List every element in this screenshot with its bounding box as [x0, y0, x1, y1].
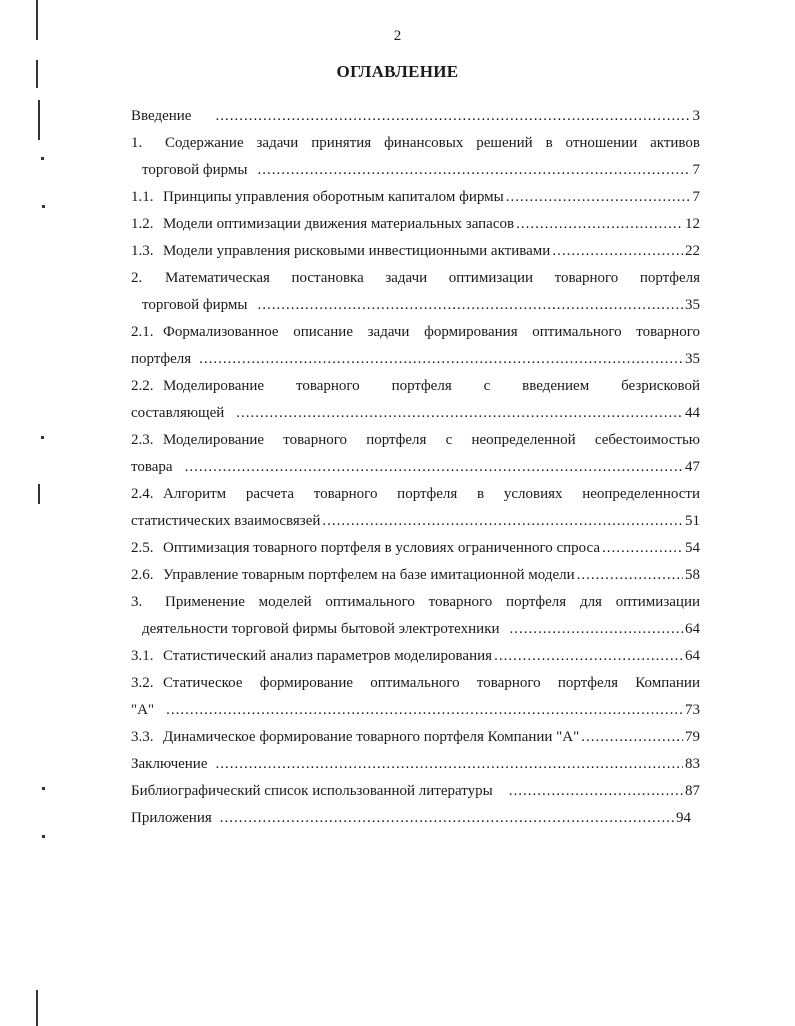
toc-label-cont: торговой фирмы	[142, 297, 248, 313]
toc-entry-3[interactable]	[131, 589, 700, 643]
scan-mark	[38, 484, 40, 504]
toc-page: 3	[692, 108, 700, 124]
toc-label: Применение моделей оптимального товарного портфеля для оптимизации	[165, 594, 700, 610]
toc-entry-2-4[interactable]	[131, 481, 700, 535]
toc-entry-1-2[interactable]	[131, 211, 700, 238]
toc-label: Принципы управления оборотным капиталом фирмы	[163, 189, 504, 205]
toc-leader	[322, 508, 683, 535]
toc-entry-2-1[interactable]	[131, 319, 700, 373]
toc-label-cont: статистических взаимосвязей	[131, 513, 321, 529]
toc-label: Статическое формирование оптимального товарного портфеля Компании	[163, 675, 700, 691]
toc-label-cont: деятельности торговой фирмы бытовой электротехники	[142, 621, 500, 637]
toc-leader	[199, 346, 683, 373]
toc-entry-2-5[interactable]	[131, 535, 700, 562]
toc-leader	[494, 643, 683, 670]
toc-number: 3.	[131, 594, 143, 610]
toc-number: 3.1.	[131, 648, 154, 664]
scan-mark	[42, 205, 45, 208]
toc-page: 44	[685, 405, 700, 421]
toc-page: 64	[685, 648, 700, 664]
toc-page: 7	[692, 189, 700, 205]
toc-number: 2.4.	[131, 486, 154, 502]
scan-mark	[41, 157, 44, 160]
toc-number: 1.2.	[131, 216, 154, 232]
toc-entry-1[interactable]	[131, 130, 700, 184]
toc-number: 1.3.	[131, 243, 154, 259]
toc-number: 3.3.	[131, 729, 154, 745]
scan-mark	[42, 835, 45, 838]
toc-number: 1.	[131, 135, 143, 151]
toc-label: Приложения	[131, 810, 212, 826]
toc-page: 12	[685, 216, 700, 232]
toc-label: Управление товарным портфелем на базе имитационной модели	[163, 567, 575, 583]
toc-entry-1-1[interactable]	[131, 184, 700, 211]
toc-label: Содержание задачи принятия финансовых решений в отношении активов	[165, 135, 700, 151]
toc-page: 64	[685, 621, 700, 637]
toc-page: 22	[685, 243, 700, 259]
toc-number: 2.1.	[131, 324, 154, 340]
toc-page: 73	[685, 702, 700, 718]
toc-page: 35	[685, 297, 700, 313]
toc-label-cont: "А"	[131, 702, 155, 718]
toc-leader	[257, 157, 690, 184]
toc-label: Заключение	[131, 756, 208, 772]
toc-entry-3-3[interactable]	[131, 724, 700, 751]
toc-leader	[166, 697, 683, 724]
toc-entry-appendix[interactable]	[131, 805, 691, 832]
toc-entry-intro[interactable]	[131, 103, 700, 130]
toc-entry-3-1[interactable]	[131, 643, 700, 670]
toc-page: 79	[685, 729, 700, 745]
toc-label: Модели оптимизации движения материальных запасов	[163, 216, 515, 232]
toc-number: 1.1.	[131, 189, 154, 205]
toc-leader	[581, 724, 683, 751]
toc-label: Моделирование товарного портфеля с неопределенной себестоимостью	[163, 432, 700, 448]
toc-page: 83	[685, 756, 700, 772]
toc-label: Модели управления рисковыми инвестиционными активами	[163, 243, 551, 259]
toc-number: 2.2.	[131, 378, 154, 394]
toc-label: Введение	[131, 108, 192, 124]
scan-mark	[41, 436, 44, 439]
scan-mark	[42, 787, 45, 790]
toc-leader	[552, 238, 683, 265]
scan-mark	[36, 990, 38, 1026]
toc-label: Динамическое формирование товарного портфеля Компании "А"	[163, 729, 580, 745]
toc-leader	[602, 535, 683, 562]
toc-page: 51	[685, 513, 700, 529]
toc-entry-1-3[interactable]	[131, 238, 700, 265]
toc-leader	[216, 751, 684, 778]
toc-number: 2.	[131, 270, 143, 286]
toc-leader	[236, 400, 683, 427]
toc-leader	[509, 778, 683, 805]
toc-page: 54	[685, 540, 700, 556]
toc-label-cont: торговой фирмы	[142, 162, 248, 178]
page-title: ОГЛАВЛЕНИЕ	[336, 62, 459, 81]
toc-leader	[220, 805, 674, 832]
scan-mark	[38, 100, 40, 140]
toc-entry-2-6[interactable]	[131, 562, 700, 589]
toc-page: 58	[685, 567, 700, 583]
toc-page: 87	[685, 783, 700, 799]
toc-label-cont: составляющей	[131, 405, 225, 421]
page-number: 2	[393, 28, 402, 44]
toc-label-cont: портфеля	[131, 351, 192, 367]
toc-leader	[506, 184, 691, 211]
toc-entry-conclusion[interactable]	[131, 751, 700, 778]
toc-page: 35	[685, 351, 700, 367]
toc-leader	[510, 616, 683, 643]
toc-number: 2.6.	[131, 567, 154, 583]
toc-label: Математическая постановка задачи оптимизации товарного портфеля	[165, 270, 700, 286]
toc-leader	[516, 211, 683, 238]
toc-label-cont: товара	[131, 459, 173, 475]
toc-leader	[185, 454, 683, 481]
toc-page: 47	[685, 459, 700, 475]
toc-label: Моделирование товарного портфеля с введением безрисковой	[163, 378, 700, 394]
toc-label: Оптимизация товарного портфеля в условиях ограниченного спроса	[163, 540, 601, 556]
toc-label: Библиографический список использованной литературы	[131, 783, 493, 799]
toc-page: 7	[692, 162, 700, 178]
toc-page: 94	[676, 810, 691, 826]
toc-leader	[257, 292, 683, 319]
toc-leader	[577, 562, 683, 589]
toc-entry-2[interactable]	[131, 265, 700, 319]
toc-label: Статистический анализ параметров моделирования	[163, 648, 493, 664]
toc-leader	[215, 103, 690, 130]
toc-label: Формализованное описание задачи формирования оптимального товарного	[163, 324, 700, 340]
toc-number: 2.5.	[131, 540, 154, 556]
toc-label: Алгоритм расчета товарного портфеля в условиях неопределенности	[163, 486, 700, 502]
table-of-contents	[131, 103, 700, 832]
toc-entry-2-3[interactable]	[131, 427, 700, 481]
toc-number: 3.2.	[131, 675, 154, 691]
toc-entry-bibliography[interactable]	[131, 778, 700, 805]
toc-entry-3-2[interactable]	[131, 670, 700, 724]
toc-number: 2.3.	[131, 432, 154, 448]
toc-entry-2-2[interactable]	[131, 373, 700, 427]
